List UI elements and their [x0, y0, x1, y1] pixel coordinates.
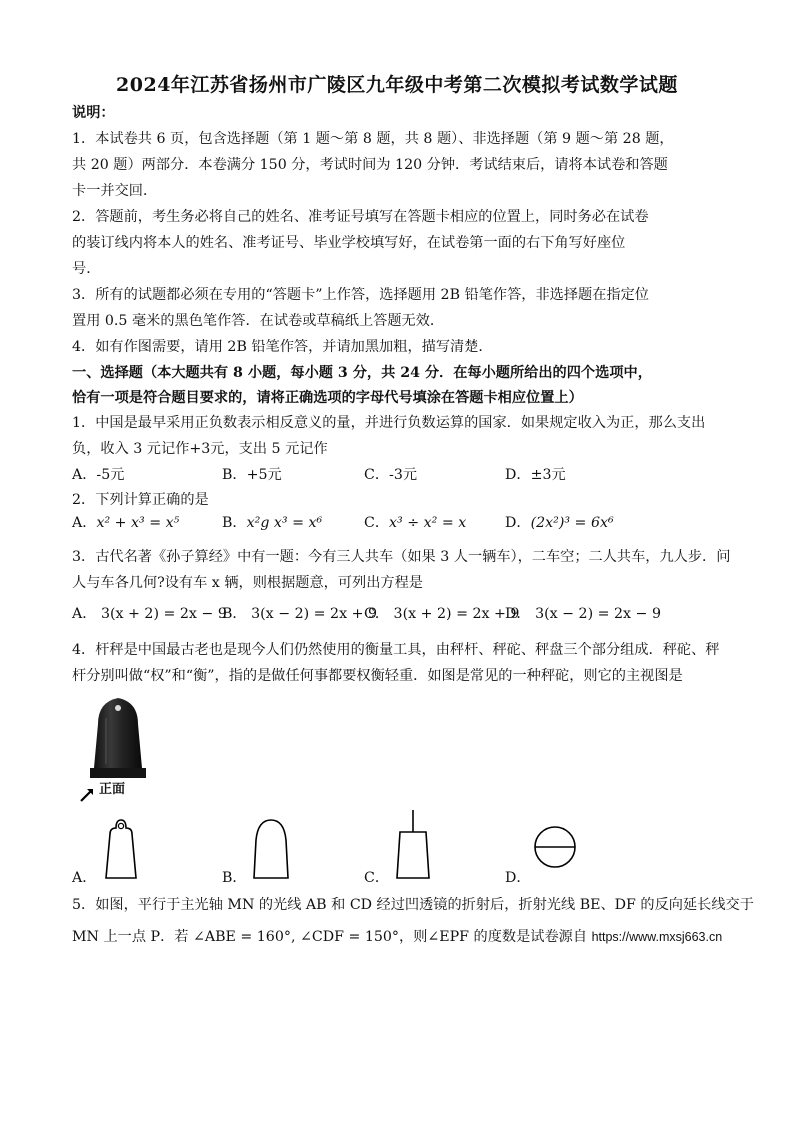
- section-heading: 一、选择题（本大题共有 8 小题，每小题 3 分，共 24 分．在每小题所给出的四个选项中，: [72, 365, 652, 381]
- notice-heading: 说明：: [72, 105, 115, 121]
- q2-option-b: [222, 513, 322, 533]
- notice-line: 的装订线内将本人的姓名、准考证号、毕业学校填写好，在试卷第一面的右下角写好座位: [72, 235, 626, 251]
- q3-option-c: C． 3(x + 2) = 2x + 9: [364, 606, 520, 622]
- q1-stem: 1．中国是最早采用正负数表示相反意义的量，并进行负数运算的国家．如果规定收入为正，那么支出: [72, 415, 706, 431]
- option-c-figure: [388, 808, 438, 880]
- option-d-figure: [530, 822, 580, 872]
- notice-line: 号．: [72, 261, 101, 277]
- page-title: 2024年江苏省扬州市广陵区九年级中考第二次模拟考试数学试题: [116, 74, 678, 96]
- option-expression: x³ ÷ x² = x: [389, 515, 467, 531]
- photo-caption: 正面: [99, 782, 126, 797]
- notice-line: 置用 0.5 毫米的黑色笔作答．在试卷或草稿纸上答题无效．: [72, 313, 445, 329]
- option-a-figure: [96, 816, 146, 880]
- q2-stem: 2．下列计算正确的是: [72, 492, 209, 508]
- q3-option-d: D． 3(x − 2) = 2x − 9: [505, 606, 661, 622]
- source-url: https://www.mxsj663.cn: [591, 930, 723, 944]
- q1-option-c: C．-3元: [364, 467, 418, 483]
- notice-line: 1．本试卷共 6 页，包含选择题（第 1 题～第 8 题，共 8 题）、非选择题（第 9 题～第 28 题，: [72, 131, 674, 147]
- q3-stem: 人与车各几何?设有车 x 辆，则根据题意，可列出方程是: [72, 575, 423, 591]
- q2-option-a: [72, 513, 179, 533]
- q5-stem: [72, 927, 732, 947]
- option-label: C．: [364, 515, 390, 531]
- q3-option-b: B． 3(x − 2) = 2x + 9: [222, 606, 378, 622]
- section-heading: 恰有一项是符合题目要求的，请将正确选项的字母代号填涂在答题卡相应位置上）: [72, 390, 583, 406]
- q5-stem-text: MN 上一点 P．若 ∠ABE = 160°, ∠CDF = 150°，则∠EPF 的度数是试卷源自: [72, 929, 588, 945]
- q4-option-a: A．: [72, 870, 97, 886]
- q2-option-c: [364, 513, 466, 533]
- q3-stem: 3．古代名著《孙子算经》中有一题：今有三人共车（如果 3 人一辆车），二车空；二人共车，九人步．问: [72, 549, 731, 565]
- notice-line: 3．所有的试题都必须在专用的“答题卡”上作答，选择题用 2B 铅笔作答，非选择题在指定位: [72, 287, 649, 303]
- q1-stem: 负，收入 3 元记作+3元，支出 5 元记作: [72, 441, 328, 457]
- q4-stem: 4．杆秤是中国最古老也是现今人们仍然使用的衡量工具，由秤杆、秤砣、秤盘三个部分组成．秤砣、秤: [72, 642, 720, 658]
- notice-line: 4．如有作图需要，请用 2B 铅笔作答，并请加黑加粗，描写清楚．: [72, 339, 493, 355]
- notice-line: 卡一并交回．: [72, 183, 158, 199]
- q1-option-b: B．+5元: [222, 467, 282, 483]
- q4-option-c: C．: [364, 870, 390, 886]
- q2-option-d: [505, 513, 614, 533]
- option-b-figure: [246, 816, 296, 880]
- option-label: B．: [222, 515, 247, 531]
- option-expression: (2x²)³ = 6x⁶: [530, 515, 614, 531]
- q4-option-d: D．: [505, 870, 531, 886]
- q1-option-a: A．-5元: [72, 467, 125, 483]
- q4-option-b: B．: [222, 870, 247, 886]
- notice-line: 2．答题前，考生务必将自己的姓名、准考证号填写在答题卡相应的位置上，同时务必在试卷: [72, 209, 649, 225]
- notice-line: 共 20 题）两部分．本卷满分 150 分，考试时间为 120 分钟．考试结束后，请将本试卷和答题: [72, 157, 668, 173]
- option-expression: x²g x³ = x⁶: [246, 515, 323, 531]
- option-label: D．: [505, 515, 531, 531]
- option-expression: x² + x³ = x⁵: [96, 515, 180, 531]
- option-label: A．: [72, 515, 97, 531]
- q1-option-d: D．±3元: [505, 467, 566, 483]
- q3-option-a: A． 3(x + 2) = 2x − 9: [72, 606, 227, 622]
- q5-stem: 5．如图，平行于主光轴 MN 的光线 AB 和 CD 经过凹透镜的折射后，折射光线 BE、DF 的反向延长线交于: [72, 897, 754, 913]
- arrow-icon: [78, 784, 98, 804]
- q4-stem: 杆分别叫做“权”和“衡”，指的是做任何事都要权衡轻重．如图是常见的一种秤砣，则它的主视图是: [72, 668, 683, 684]
